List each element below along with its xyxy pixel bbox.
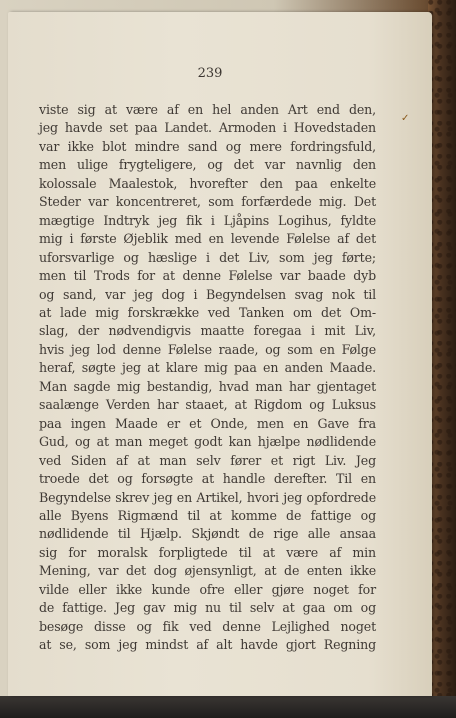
text-line: kolossale Maalestok, hvorefter den paa enkelte <box>39 175 376 191</box>
bottom-shadow <box>0 696 456 718</box>
text-line: slag, der nødvendigvis maatte foregaa i mit Liv, <box>39 323 376 339</box>
margin-checkmark: ✓ <box>401 113 410 124</box>
text-line: mægtige Indtryk jeg fik i Ljåpins Logihus, fyldte <box>39 212 376 228</box>
text-line: saalænge Verden har staaet, at Rigdom og Luksus <box>39 397 376 413</box>
text-line: men ulige frygteligere, og det var navnlig den <box>39 157 376 173</box>
page-number: 239 <box>197 66 223 81</box>
text-line: at lade mig forskrække ved Tanken om det Om- <box>39 304 376 320</box>
text-line: de fattige. Jeg gav mig nu til selv at gaa om og <box>39 600 376 616</box>
text-line: mig i første Øjeblik med en levende Følelse af det <box>39 231 376 247</box>
text-line: at se, som jeg mindst af alt havde gjort Regning <box>39 637 376 653</box>
text-line: besøge disse og fik ved denne Lejlighed noget <box>39 618 376 634</box>
text-line: sig for moralsk forpligtede til at være af min <box>39 544 376 560</box>
text-line: jeg havde set paa Landet. Armoden i Hovedstaden <box>39 120 376 136</box>
text-line: hvis jeg lod denne Følelse raade, og som en Følge <box>39 341 376 357</box>
text-line: paa ingen Maade er et Onde, men en Gave fra <box>39 415 376 431</box>
text-line: Begyndelse skrev jeg en Artikel, hvori jeg opfordrede <box>39 489 376 505</box>
body-text <box>39 101 376 655</box>
text-line: var ikke blot mindre sand og mere fordringsfuld, <box>39 138 376 154</box>
text-line: og sand, var jeg dog i Begyndelsen svag nok til <box>39 286 376 302</box>
text-line: Mening, var det dog øjensynligt, at de enten ikke <box>39 563 376 579</box>
book-page <box>8 12 432 696</box>
text-line: vilde eller ikke kunde ofre eller gjøre noget for <box>39 581 376 597</box>
text-line: heraf, søgte jeg at klare mig paa en anden Maade. <box>39 360 376 376</box>
text-line: nødlidende til Hjælp. Skjøndt de rige alle ansaa <box>39 526 376 542</box>
text-line: alle Byens Rigmænd til at komme de fattige og <box>39 507 376 523</box>
text-line: uforsvarlige og hæslige i det Liv, som jeg førte; <box>39 249 376 265</box>
text-line: troede det og forsøgte at handle derefter. Til en <box>39 471 376 487</box>
book-cover-edge <box>428 0 456 700</box>
text-line: ved Siden af at man selv fører et rigt Liv. Jeg <box>39 452 376 468</box>
text-line: men til Trods for at denne Følelse var baade dyb <box>39 268 376 284</box>
text-line: Man sagde mig bestandig, hvad man har gjentaget <box>39 378 376 394</box>
text-line: viste sig at være af en hel anden Art end den, <box>39 102 376 117</box>
text-line: Steder var koncentreret, som forfærdede mig. Det <box>39 194 376 210</box>
text-line: Gud, og at man meget godt kan hjælpe nødlidende <box>39 434 376 450</box>
